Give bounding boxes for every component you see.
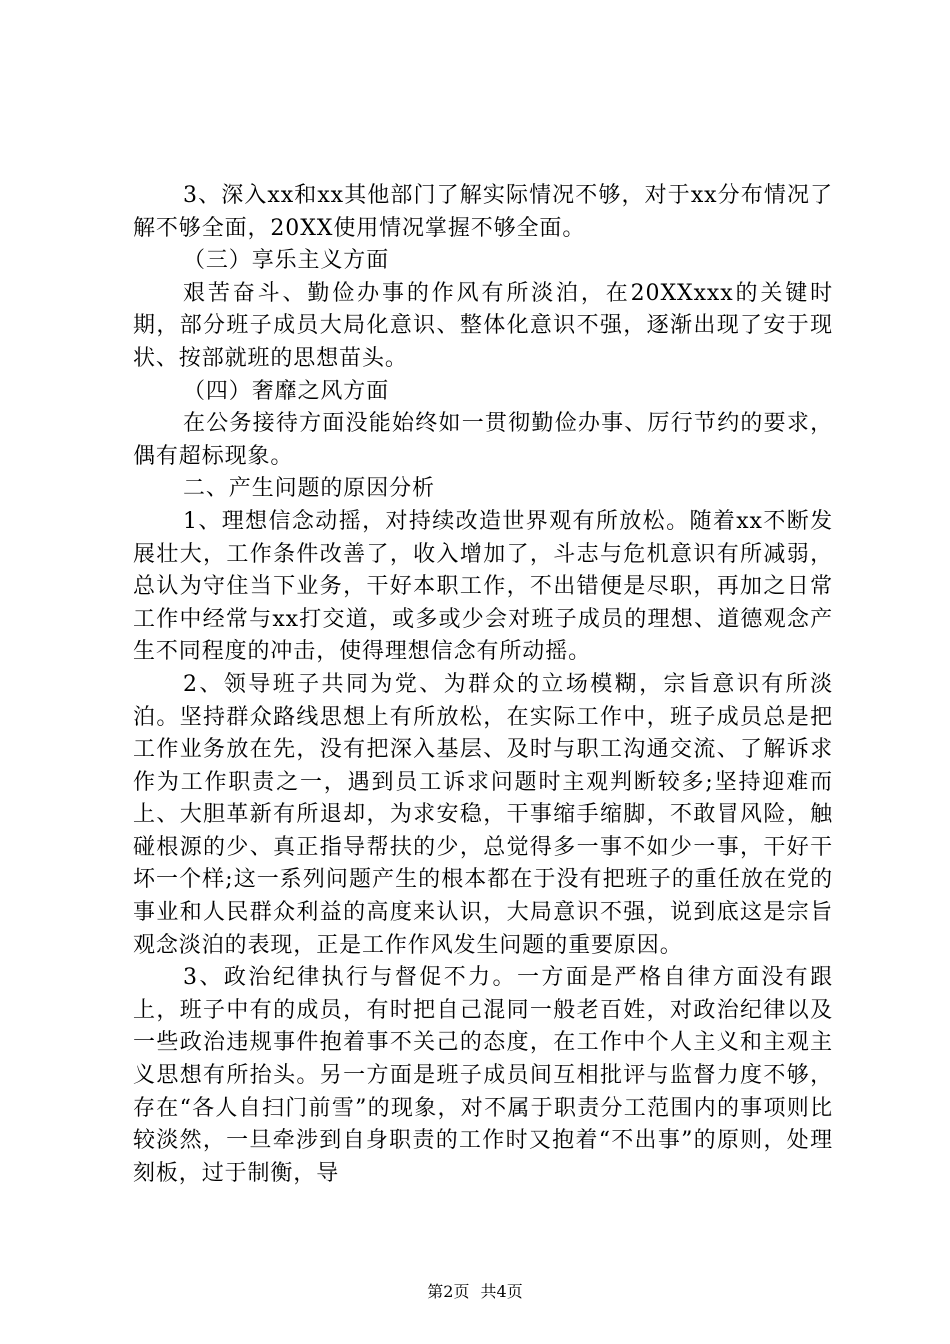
heading-hedonism: （三）享乐主义方面 xyxy=(183,248,390,274)
heading-cause-analysis: 二、产生问题的原因分析 xyxy=(183,476,435,502)
page-footer xyxy=(0,1282,950,1302)
document-body xyxy=(133,180,833,1190)
heading-extravagance: （四）奢靡之风方面 xyxy=(183,378,390,404)
paragraph-section-3-investigation: 3、深入xx和xx其他部门了解实际情况不够，对于xx分布情况了解不够全面，20XX使用情况掌握不够全面。 xyxy=(133,183,833,241)
paragraph-cause-1: 1、理想信念动摇，对持续改造世界观有所放松。随着xx不断发展壮大，工作条件改善了，收入增加了，斗志与危机意识有所减弱，总认为守住当下业务，干好本职工作，不出错便是尽职，再加之日常工作中经常与xx打交道，或多或少会对班子成员的理想、道德观念产生不同程度的冲击，使得理想信念有所动摇。 xyxy=(133,508,833,665)
paragraph-cause-2: 2、领导班子共同为党、为群众的立场模糊，宗旨意识有所淡泊。坚持群众路线思想上有所放松，在实际工作中，班子成员总是把工作业务放在先，没有把深入基层、及时与职工沟通交流、了解诉求作为工作职责之一，遇到员工诉求问题时主观判断较多;坚持迎难而上、大胆革新有所退却，为求安稳，干事缩手缩脚，不敢冒风险，触碰根源的少、真正指导帮扶的少，总觉得多一事不如少一事，干好干坏一个样;这一系列问题产生的根本都在于没有把班子的重任放在党的事业和人民群众利益的高度来认识，大局意识不强，说到底这是宗旨观念淡泊的表现，正是工作作风发生问题的重要原因。 xyxy=(133,671,833,958)
page-total: 共4页 xyxy=(480,1282,523,1301)
paragraph-cause-3: 3、政治纪律执行与督促不力。一方面是严格自律方面没有跟上，班子中有的成员，有时把自己混同一般老百姓，对政治纪律以及一些政治违规事件抱着事不关己的态度，在工作中个人主义和主观主义思想有所抬头。另一方面是班子成员间互相批评与监督力度不够，存在“各人自扫门前雪”的现象，对不属于职责分工范围内的事项则比较淡然，一旦牵涉到自身职责的工作时又抱着“不出事”的原则，处理刻板，过于制衡，导 xyxy=(133,965,833,1186)
page-number: 第2页 xyxy=(427,1282,470,1301)
paragraph-extravagance: 在公务接待方面没能始终如一贯彻勤俭办事、厉行节约的要求，偶有超标现象。 xyxy=(133,411,833,469)
paragraph-hedonism: 艰苦奋斗、勤俭办事的作风有所淡泊，在20XXxxx的关键时期，部分班子成员大局化意识、整体化意识不强，逐渐出现了安于现状、按部就班的思想苗头。 xyxy=(133,280,833,371)
